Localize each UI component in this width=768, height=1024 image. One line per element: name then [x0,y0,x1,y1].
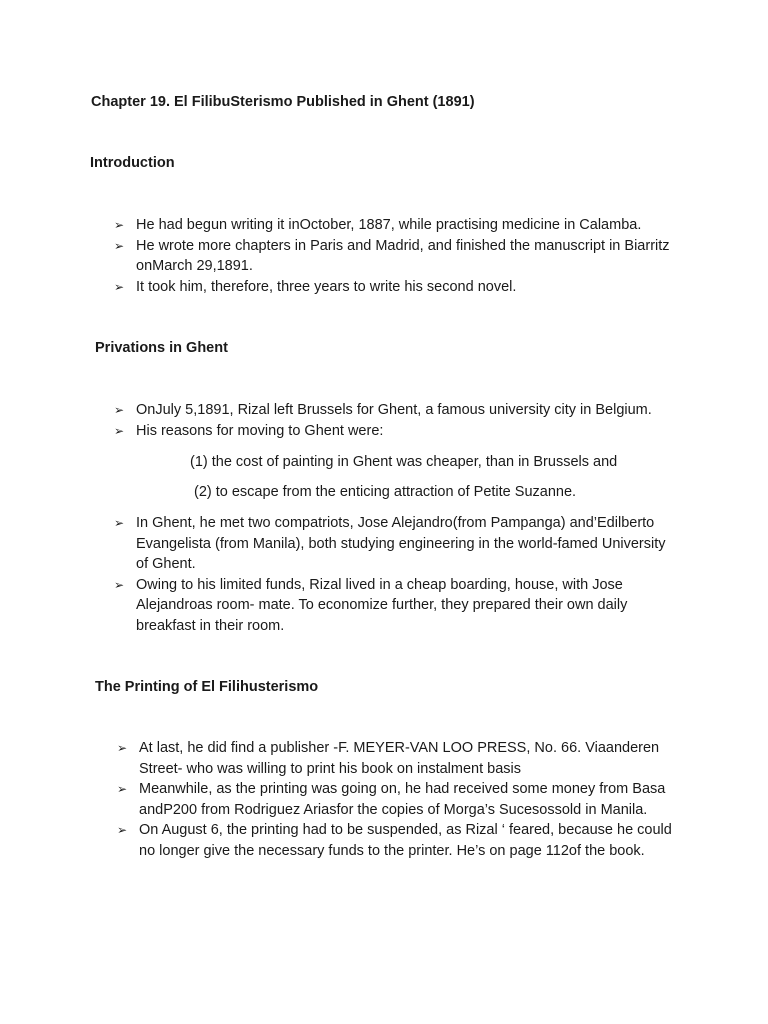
list-item [114,421,684,442]
document-title: Chapter 19. El FilibuSterismo Published in Ghent (1891) [91,94,475,110]
list-item-text: His reasons for moving to Ghent were: [136,422,384,439]
arrow-bullet-icon: ➢ [117,782,128,796]
list-item-text: In Ghent, he met two compatriots, Jose Alejandro(from Pampanga) and’Edilberto Evangelista (from Manila), both studying engineering in the world-famed University of Ghent. [136,515,666,572]
list-item [114,575,679,637]
section-heading-privations: Privations in Ghent [95,340,228,356]
list-item [114,236,674,277]
reason-2-text: (2) to escape from the enticing attraction of Petite Suzanne. [194,484,577,500]
arrow-bullet-icon: ➢ [117,741,128,755]
arrow-bullet-icon: ➢ [114,279,125,294]
privations-list-b [114,513,679,636]
arrow-bullet-icon: ➢ [117,823,128,837]
list-item-text: Meanwhile, as the printing was going on, he had received some money from Basa andP200 from Rodriguez Ariasfor the copies of Morga’s Sucesossold in Manila. [139,781,666,818]
list-item [117,820,672,861]
list-item-text: Owing to his limited funds, Rizal lived in a cheap boarding, house, with Jose Alejandroas room- mate. To economize further, they prepared their own daily breakfast in their room. [136,576,628,634]
reason-1-text: (1) the cost of painting in Ghent was cheaper, than in Brussels and [190,454,618,470]
list-item-text: OnJuly 5,1891, Rizal left Brussels for Ghent, a famous university city in Belgium. [136,402,652,418]
list-item [114,513,679,575]
section-heading-printing: The Printing of El Filihusterismo [95,679,319,695]
arrow-bullet-icon: ➢ [114,238,125,253]
list-item-text: It took him, therefore, three years to write his second novel. [136,278,517,295]
printing-list [117,738,672,861]
list-item [114,277,674,298]
arrow-bullet-icon: ➢ [114,218,125,232]
list-item [117,738,672,779]
arrow-bullet-icon: ➢ [114,516,125,530]
introduction-list [114,215,674,297]
list-item-text: At last, he did find a publisher -F. MEYER-VAN LOO PRESS, No. 66. Viaanderen Street- who was willing to print his book on instalment basis [139,740,660,777]
list-item-text: On August 6, the printing had to be suspended, as Rizal ‘ feared, because he could no longer give the necessary funds to the printer. He’s on page 112of the book. [139,822,672,859]
privations-list-a [114,400,684,441]
arrow-bullet-icon: ➢ [114,423,125,438]
list-item [117,779,672,820]
list-item [114,215,674,236]
arrow-bullet-icon: ➢ [114,577,125,592]
list-item [114,400,684,421]
list-item-text: He wrote more chapters in Paris and Madrid, and finished the manuscript in Biarritz onMarch 29,1891. [136,237,670,274]
section-heading-introduction: Introduction [90,155,175,171]
arrow-bullet-icon: ➢ [114,403,125,417]
list-item-text: He had begun writing it inOctober, 1887, while practising medicine in Calamba. [136,217,642,233]
